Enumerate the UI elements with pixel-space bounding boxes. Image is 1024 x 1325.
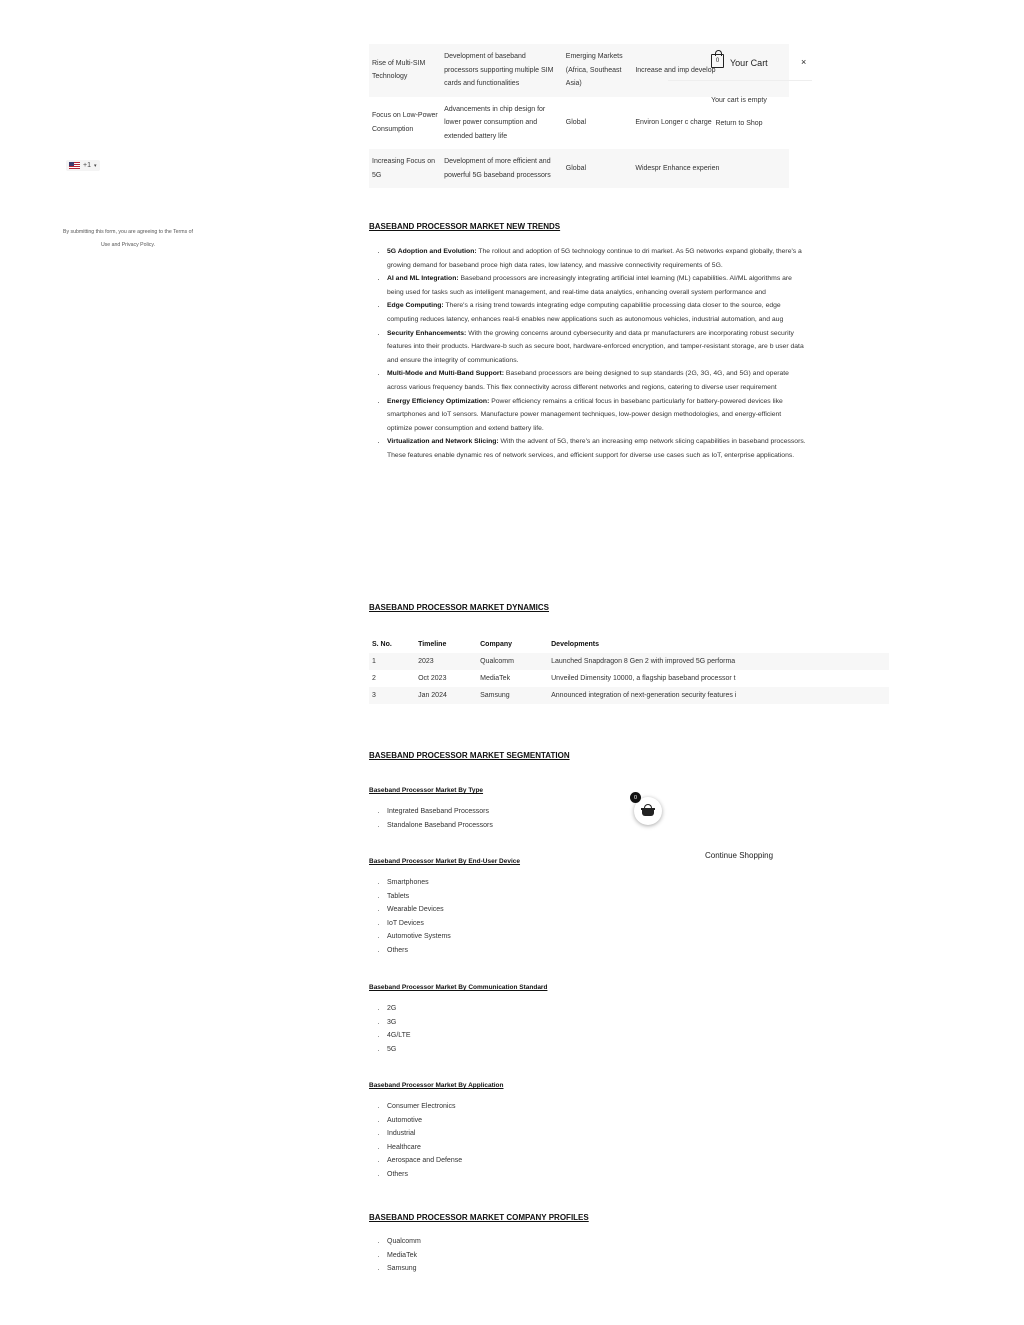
trends-table-cell: Increase and imp develop — [632, 44, 789, 97]
dynamics-header-cell: S. No. — [369, 636, 415, 653]
cart-header — [668, 46, 812, 81]
trend-item — [387, 299, 807, 326]
by-device-title: Baseband Processor Market By End-User Device — [369, 858, 521, 865]
list-item: • 3G — [387, 1016, 411, 1030]
country-code-select[interactable] — [66, 160, 100, 171]
trend-item-text: Power efficiency remains a critical focus in basebanc particularly for battery-powered devices like smartphones and IoT sensors. Manufacture power management techniques, low-power design methodologies, and energy-efficient optimize power consumption and extend battery life. — [387, 397, 783, 432]
list-item: • Consumer Electronics — [387, 1100, 462, 1114]
dynamics-table-cell: 1 — [369, 653, 415, 670]
trends-table-cell: Development of more efficient and powerful 5G baseband processors — [441, 149, 563, 188]
by-application-list — [369, 1100, 462, 1182]
trend-item — [387, 327, 807, 368]
dynamics-header-cell: Company — [477, 636, 548, 653]
trends-table-container — [369, 44, 720, 188]
list-item: • Industrial — [387, 1127, 462, 1141]
return-to-shop-link[interactable]: Return to Shop — [715, 120, 763, 127]
trend-item — [387, 272, 807, 299]
list-item: • Aerospace and Defense — [387, 1154, 462, 1168]
dynamics-table-cell: Oct 2023 — [415, 670, 477, 687]
trend-item-label: Security Enhancements: — [387, 329, 467, 337]
by-application-title: Baseband Processor Market By Application — [369, 1082, 504, 1089]
list-item: • Automotive Systems — [387, 930, 451, 944]
trend-item-text: Baseband processors are increasingly integrating artificial intel learning (ML) capabilities. AI/ML algorithms are being used for tasks such as intelligent management, and real-time data analytics, enhancing overall system performance and — [387, 275, 792, 296]
consent-text: By submitting this form, you are agreeing to the Terms of Use and Privacy Policy. — [63, 229, 193, 248]
trends-table-cell: Focus on Low-Power Consumption — [369, 97, 441, 150]
floating-cart-badge: 0 — [630, 792, 641, 803]
dynamics-table-cell: Jan 2024 — [415, 687, 477, 704]
trend-item-text: Baseband processors are being designed to sup standards (2G, 3G, 4G, and 5G) and operate across various frequency bands. This flex connectivity across different networks and regions, catering to diverse user requirement — [387, 370, 789, 391]
new-trends-title: BASEBAND PROCESSOR MARKET NEW TRENDS — [369, 222, 561, 231]
trends-table-cell: Rise of Multi-SIM Technology — [369, 44, 441, 97]
close-icon[interactable]: × — [801, 57, 807, 67]
list-item: • IoT Devices — [387, 917, 451, 931]
by-standard-list — [369, 1002, 411, 1056]
dynamics-table-cell: 2023 — [415, 653, 477, 670]
dynamics-table — [369, 636, 889, 704]
trend-item — [387, 367, 807, 394]
trend-item-label: Edge Computing: — [387, 302, 444, 310]
cart-count: 0 — [715, 58, 720, 64]
trend-item-text: With the advent of 5G, there's an increasing emp network slicing capabilities in baseband processors. These features enable dynamic res of network services, and efficient support for diverse use cases such as IoT, enterprise applications. — [387, 438, 806, 459]
trend-item-text: The rollout and adoption of 5G technology continue to dri market. As 5G networks expand globally, there's a growing demand for baseband proce high data rates, low latency, and massive connectivity requirements of 5G. — [387, 248, 802, 269]
trend-item — [387, 435, 807, 462]
cart-empty-text: Your cart is empty — [711, 97, 767, 104]
segmentation-title: BASEBAND PROCESSOR MARKET SEGMENTATION — [369, 751, 570, 760]
dynamics-table-cell: Launched Snapdragon 8 Gen 2 with improved 5G performa — [548, 653, 889, 670]
list-item: • Healthcare — [387, 1141, 462, 1155]
trends-table-cell: Advancements in chip design for lower power consumption and extended battery life — [441, 97, 563, 150]
shopping-bag-icon — [711, 54, 724, 68]
list-item: • Others — [387, 1168, 462, 1182]
list-item: • Smartphones — [387, 876, 451, 890]
trend-item-text: There's a rising trend towards integrating edge computing capabilitie processing data closer to the source, edge computing reduces latency, enhances real-ti enables new applications such as autonomous vehicles, industrial automation, and aug — [387, 302, 784, 323]
us-flag-icon — [69, 162, 80, 169]
list-item: • 4G/LTE — [387, 1029, 411, 1043]
trend-item-text: With the growing concerns around cybersecurity and data pr manufacturers are incorporating robust security features into their products. Hardware-b such as secure boot, hardware-enforced encryption, and tamper-resistant storage, are b user data and ensure the integrity of communications. — [387, 329, 804, 364]
cart-title: Your Cart — [730, 58, 768, 68]
list-item: • Qualcomm — [387, 1235, 421, 1249]
dynamics-table-cell: 2 — [369, 670, 415, 687]
by-type-title: Baseband Processor Market By Type — [369, 787, 484, 794]
trend-item-label: Virtualization and Network Slicing: — [387, 438, 499, 446]
dynamics-table-cell: Announced integration of next-generation security features i — [548, 687, 889, 704]
trend-item-label: Energy Efficiency Optimization: — [387, 397, 490, 405]
trend-item-label: AI and ML Integration: — [387, 275, 459, 283]
list-item: • MediaTek — [387, 1249, 421, 1263]
trend-item-label: Multi-Mode and Multi-Band Support: — [387, 370, 505, 378]
by-standard-title: Baseband Processor Market By Communication Standard — [369, 984, 548, 991]
trends-table-cell: Widespr Enhance experien — [632, 149, 789, 188]
trends-table-cell: Emerging Markets (Africa, Southeast Asia) — [563, 44, 633, 97]
dynamics-table-cell: Samsung — [477, 687, 548, 704]
list-item: • 5G — [387, 1043, 411, 1057]
dynamics-table-row — [369, 687, 889, 704]
chevron-down-icon: ▾ — [93, 162, 97, 169]
dynamics-header-cell: Developments — [548, 636, 889, 653]
list-item: • Standalone Baseband Processors — [387, 819, 493, 833]
trends-table-cell: Environ Longer c charge — [632, 97, 789, 150]
continue-shopping-link[interactable]: Continue Shopping — [704, 851, 774, 860]
dynamics-table-container — [369, 636, 737, 704]
trend-item-label: 5G Adoption and Evolution: — [387, 248, 477, 255]
trends-table-row — [369, 149, 789, 188]
dynamics-title: BASEBAND PROCESSOR MARKET DYNAMICS — [369, 603, 550, 612]
dynamics-table-cell: Qualcomm — [477, 653, 548, 670]
dynamics-table-row — [369, 670, 889, 687]
trend-item — [387, 395, 807, 436]
by-device-list — [369, 876, 451, 958]
list-item: • Tablets — [387, 890, 451, 904]
trend-item — [387, 245, 807, 272]
trends-table-cell: Global — [563, 97, 633, 150]
new-trends-list — [369, 245, 806, 463]
basket-icon — [642, 809, 654, 816]
dynamics-table-cell: 3 — [369, 687, 415, 704]
list-item: • Samsung — [387, 1262, 421, 1276]
profiles-list — [369, 1235, 421, 1276]
trends-table-cell: Development of baseband processors supporting multiple SIM cards and functionalities — [441, 44, 563, 97]
trends-table-cell: Increasing Focus on 5G — [369, 149, 441, 188]
list-item: • Others — [387, 944, 451, 958]
dynamics-table-row — [369, 653, 889, 670]
dynamics-table-cell: Unveiled Dimensity 10000, a flagship baseband processor t — [548, 670, 889, 687]
dynamics-header-cell: Timeline — [415, 636, 477, 653]
list-item: • Wearable Devices — [387, 903, 451, 917]
by-type-list — [369, 805, 493, 832]
dynamics-table-cell: MediaTek — [477, 670, 548, 687]
list-item: • Automotive — [387, 1114, 462, 1128]
trends-table-cell: Global — [563, 149, 633, 188]
list-item: • 2G — [387, 1002, 411, 1016]
list-item: • Integrated Baseband Processors — [387, 805, 493, 819]
profiles-title: BASEBAND PROCESSOR MARKET COMPANY PROFILES — [369, 1213, 589, 1222]
phone-code: +1 — [83, 162, 91, 169]
